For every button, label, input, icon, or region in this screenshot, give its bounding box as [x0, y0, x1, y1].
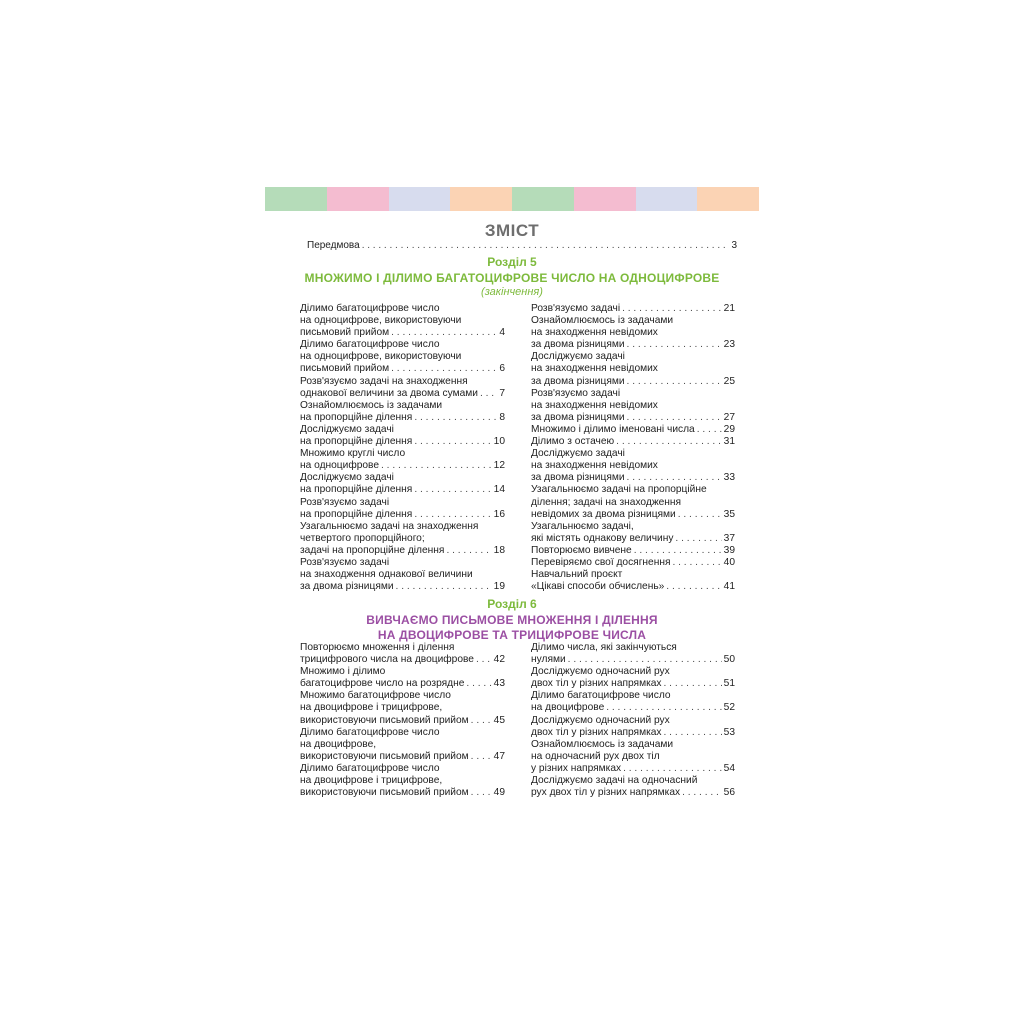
- toc-entry-text: на двоцифрове,: [300, 738, 377, 750]
- dot-leader: [634, 545, 722, 557]
- toc-entry-text: трицифрового числа на двоцифрове: [300, 654, 474, 666]
- toc-entry-text: на знаходження однакової величини: [300, 569, 473, 581]
- toc-entry-text: четвертого пропорційного;: [300, 532, 425, 544]
- section6-left-column: [300, 642, 505, 799]
- section5-heading: МНОЖИМО І ДІЛИМО БАГАТОЦИФРОВЕ ЧИСЛО НА ОДНОЦИФРОВЕ: [304, 271, 720, 285]
- toc-entry-text: багатоцифрове число на розрядне: [300, 678, 465, 690]
- toc-entry-page: 31: [723, 436, 735, 448]
- color-stripe-block: [327, 187, 389, 211]
- toc-entry-text: які містять однакову величину: [531, 532, 674, 544]
- toc-entry-page: 39: [723, 544, 735, 556]
- dot-leader: [391, 363, 497, 375]
- toc-entry-text: Ділимо багатоцифрове число: [300, 726, 440, 738]
- dot-leader: [666, 581, 721, 593]
- toc-entry-text: Узагальнюємо задачі,: [531, 520, 634, 532]
- section5-header: [265, 255, 759, 298]
- toc-entry-text: на одночасний рух двох тіл: [531, 750, 660, 762]
- toc-entry-text: використовуючи письмовий прийом: [300, 750, 469, 762]
- toc-entry-text: на одноцифрове, використовуючи: [300, 351, 462, 363]
- toc-entry-text: використовуючи письмовий прийом: [300, 714, 469, 726]
- toc-entry-text: Ділимо багатоцифрове число: [300, 339, 440, 351]
- toc-entry-page: 25: [723, 375, 735, 387]
- toc-entry-text: «Цікаві способи обчислень»: [531, 581, 665, 593]
- toc-entry-text: Множимо і ділимо іменовані числа: [531, 423, 695, 435]
- dot-leader: [466, 678, 491, 690]
- dot-leader: [381, 460, 492, 472]
- toc-entry-text: рух двох тіл у різних напрямках: [531, 787, 681, 799]
- toc-entry-text: на пропорційне ділення: [300, 411, 413, 423]
- dot-leader: [627, 472, 722, 484]
- toc-entry-text: на одноцифрове, використовуючи: [300, 315, 462, 327]
- section5-subtitle: (закінчення): [481, 286, 543, 298]
- toc-entry-text: на пропорційне ділення: [300, 436, 413, 448]
- toc-entry-text: Ознайомлюємось із задачами: [300, 399, 443, 411]
- toc-entry-page: 4: [499, 327, 505, 339]
- toc-entry-page: 16: [493, 508, 505, 520]
- toc-entry-text: задачі на пропорційне ділення: [300, 544, 445, 556]
- toc-entry-text: Розв'язуємо задачі на знаходження: [300, 375, 468, 387]
- toc-entry-text: Ділимо багатоцифрове число: [300, 303, 440, 314]
- dot-leader: [675, 533, 721, 545]
- toc-entry[interactable]: [300, 727, 505, 763]
- dot-leader: [476, 654, 492, 666]
- toc-entry[interactable]: [531, 448, 735, 484]
- toc-entry[interactable]: [300, 763, 505, 799]
- toc-entry-text: за двома різницями: [531, 339, 625, 351]
- toc-entry-text: Досліджуємо задачі: [300, 472, 394, 484]
- section5-label: Розділ 5: [487, 255, 537, 269]
- toc-entry-text: Розв'язуємо задачі: [300, 556, 390, 568]
- toc-entry-text: використовуючи письмовий прийом: [300, 787, 469, 799]
- toc-entry[interactable]: [300, 521, 505, 557]
- dot-leader: [391, 327, 497, 339]
- dot-leader: [471, 715, 492, 727]
- toc-entry-page: 23: [723, 339, 735, 351]
- dot-leader: [678, 509, 722, 521]
- toc-entry-text: Ділимо багатоцифрове число: [531, 690, 671, 702]
- toc-entry-text: на двоцифрове і трицифрове,: [300, 702, 443, 714]
- toc-entry-text: Повторюємо множення і ділення: [300, 642, 455, 653]
- color-stripe-block: [636, 187, 698, 211]
- toc-entry-page: 7: [499, 387, 505, 399]
- toc-entry[interactable]: [531, 642, 735, 666]
- dot-leader: [664, 678, 722, 690]
- toc-entry-text: Ділимо з остачею: [531, 436, 615, 448]
- toc-entry-page: 40: [723, 556, 735, 568]
- toc-entry-page: 45: [493, 714, 505, 726]
- toc-entry-text: на пропорційне ділення: [300, 508, 413, 520]
- toc-entry-text: за двома різницями: [531, 411, 625, 423]
- toc-entry[interactable]: [531, 715, 735, 739]
- toc-entry[interactable]: [531, 557, 735, 569]
- toc-entry-text: у різних напрямках: [531, 762, 622, 774]
- section5-left-column: [300, 303, 505, 593]
- toc-entry-text: на знаходження невідомих: [531, 327, 658, 339]
- toc-entry-text: на знаходження невідомих: [531, 363, 658, 375]
- dot-leader: [362, 240, 730, 251]
- toc-entry-text: Досліджуємо одночасний рух: [531, 714, 670, 726]
- toc-entry-text: на знаходження невідомих: [531, 399, 658, 411]
- toc-entry-text: Досліджуємо задачі на одночасний: [531, 775, 698, 787]
- toc-entry-text: Множимо багатоцифрове число: [300, 690, 451, 702]
- toc-entry-page: 14: [493, 484, 505, 496]
- toc-entry-text: Множимо круглі число: [300, 448, 406, 460]
- toc-entry[interactable]: [531, 351, 735, 387]
- toc-entry-page: 43: [493, 678, 505, 690]
- toc-entry-text: Досліджуємо задачі: [531, 448, 625, 460]
- toc-entry[interactable]: [531, 388, 735, 424]
- dot-leader: [396, 581, 492, 593]
- color-stripe-block: [450, 187, 512, 211]
- toc-entry-page: 27: [723, 411, 735, 423]
- color-stripe-block: [574, 187, 636, 211]
- toc-entry-text: двох тіл у різних напрямках: [531, 726, 662, 738]
- color-stripe: [265, 187, 759, 211]
- dot-leader: [568, 654, 722, 666]
- toc-entry-page: 37: [723, 532, 735, 544]
- toc-entry-text: нулями: [531, 654, 566, 666]
- toc-entry-text: письмовий прийом: [300, 363, 390, 375]
- toc-entry-text: на двоцифрове: [531, 702, 605, 714]
- toc-entry-text: Досліджуємо задачі: [300, 423, 394, 435]
- toc-entry-text: за двома різницями: [300, 581, 394, 593]
- dot-leader: [627, 412, 722, 424]
- toc-entry-text: Розв'язуємо задачі: [531, 303, 621, 314]
- toc-entry[interactable]: [531, 521, 735, 545]
- dot-leader: [480, 388, 497, 400]
- toc-entry-page: 33: [723, 472, 735, 484]
- toc-entry[interactable]: [531, 690, 735, 714]
- toc-entry-text: Повторюємо вивчене: [531, 544, 632, 556]
- toc-entry[interactable]: [300, 303, 505, 339]
- toc-entry[interactable]: [531, 303, 735, 315]
- toc-entry[interactable]: [300, 424, 505, 448]
- toc-entry-text: Ознайомлюємось із задачами: [531, 738, 674, 750]
- toc-entry-text: за двома різницями: [531, 472, 625, 484]
- toc-entry-page: 52: [723, 702, 735, 714]
- toc-entry-page: 21: [723, 303, 735, 314]
- toc-entry-text: на двоцифрове і трицифрове,: [300, 775, 443, 787]
- toc-entry-text: невідомих за двома різницями: [531, 508, 676, 520]
- toc-entry[interactable]: [531, 569, 735, 593]
- dot-leader: [606, 702, 721, 714]
- toc-entry-page: 12: [493, 460, 505, 472]
- toc-entry-page: 54: [723, 762, 735, 774]
- toc-entry-page: 50: [723, 654, 735, 666]
- toc-entry-intro[interactable]: [307, 240, 737, 251]
- toc-entry-page: 56: [723, 787, 735, 799]
- toc-entry-text: Множимо і ділимо: [300, 666, 386, 678]
- toc-entry[interactable]: [300, 400, 505, 424]
- toc-entry-text: Ділимо числа, які закінчуються: [531, 642, 677, 653]
- dot-leader: [697, 424, 722, 436]
- toc-entry-page: 6: [499, 363, 505, 375]
- dot-leader: [471, 751, 492, 763]
- toc-entry-page: 8: [499, 411, 505, 423]
- toc-entry-page: 51: [723, 678, 735, 690]
- section6-heading-line1: ВИВЧАЄМО ПИСЬМОВЕ МНОЖЕННЯ І ДІЛЕННЯ: [366, 613, 658, 627]
- toc-entry-text: ділення; задачі на знаходження: [531, 496, 682, 508]
- toc-entry[interactable]: [531, 484, 735, 520]
- page-title: ЗМІСТ: [484, 221, 540, 240]
- section6-heading-line2: НА ДВОЦИФРОВЕ ТА ТРИЦИФРОВЕ ЧИСЛА: [377, 628, 647, 642]
- toc-entry[interactable]: [300, 690, 505, 726]
- toc-entry-page: 53: [723, 726, 735, 738]
- dot-leader: [664, 727, 722, 739]
- dot-leader: [414, 509, 491, 521]
- toc-entry-page: 49: [493, 787, 505, 799]
- color-stripe-block: [512, 187, 574, 211]
- toc-entry[interactable]: [531, 739, 735, 775]
- dot-leader: [414, 412, 497, 424]
- toc-entry-page: 10: [493, 436, 505, 448]
- toc-entry-text: Навчальний проєкт: [531, 569, 623, 581]
- toc-entry-page: 47: [493, 750, 505, 762]
- toc-entry-page: 18: [493, 544, 505, 556]
- toc-entry[interactable]: [531, 424, 735, 436]
- section6-label: Розділ 6: [487, 597, 537, 611]
- toc-entry-text: Розв'язуємо задачі: [300, 496, 390, 508]
- toc-entry-text: на пропорційне ділення: [300, 484, 413, 496]
- section5-right-column: [531, 303, 735, 593]
- toc-entry-text: Розв'язуємо задачі: [531, 387, 621, 399]
- section6-header: [265, 597, 759, 642]
- toc-entry-text: Досліджуємо задачі: [531, 351, 625, 363]
- color-stripe-block: [697, 187, 759, 211]
- toc-entry[interactable]: [300, 448, 505, 472]
- toc-entry-text: Узагальнюємо задачі на пропорційне: [531, 484, 707, 496]
- toc-entry-page: 3: [731, 240, 737, 251]
- toc-entry-page: 35: [723, 508, 735, 520]
- toc-entry-text: Ділимо багатоцифрове число: [300, 762, 440, 774]
- toc-entry[interactable]: [531, 666, 735, 690]
- toc-entry[interactable]: [531, 545, 735, 557]
- toc-entry-text: письмовий прийом: [300, 327, 390, 339]
- toc-entry[interactable]: [300, 557, 505, 593]
- dot-leader: [414, 484, 491, 496]
- toc-entry-text: Перевіряємо свої досягнення: [531, 556, 671, 568]
- toc-entry[interactable]: [300, 642, 505, 666]
- toc-entry[interactable]: [531, 315, 735, 351]
- toc-entry-text: за двома різницями: [531, 375, 625, 387]
- toc-entry-page: 41: [723, 581, 735, 593]
- toc-entry-text: Досліджуємо одночасний рух: [531, 666, 670, 678]
- section6-right-column: [531, 642, 735, 799]
- dot-leader: [446, 545, 491, 557]
- dot-leader: [627, 376, 722, 388]
- toc-entry-page: 19: [493, 581, 505, 593]
- toc-entry-text: однакової величини за двома сумами: [300, 387, 478, 399]
- toc-entry[interactable]: [300, 339, 505, 375]
- toc-entry-text: Ознайомлюємось із задачами: [531, 315, 674, 327]
- dot-leader: [682, 787, 722, 799]
- dot-leader: [622, 303, 722, 315]
- toc-entry-text: на одноцифрове: [300, 460, 380, 472]
- toc-entry[interactable]: [300, 472, 505, 496]
- toc-entry[interactable]: [531, 436, 735, 448]
- dot-leader: [616, 436, 721, 448]
- toc-entry[interactable]: [300, 497, 505, 521]
- dot-leader: [471, 787, 492, 799]
- color-stripe-block: [265, 187, 327, 211]
- toc-entry[interactable]: [300, 666, 505, 690]
- toc-entry[interactable]: [300, 376, 505, 400]
- toc-entry-text: Передмова: [307, 240, 360, 251]
- dot-leader: [414, 436, 491, 448]
- toc-entry-page: 29: [723, 423, 735, 435]
- toc-entry-text: на знаходження невідомих: [531, 460, 658, 472]
- color-stripe-block: [389, 187, 451, 211]
- dot-leader: [627, 339, 722, 351]
- dot-leader: [623, 763, 722, 775]
- toc-entry-page: 42: [493, 654, 505, 666]
- toc-entry[interactable]: [531, 775, 735, 799]
- toc-entry-text: двох тіл у різних напрямках: [531, 678, 662, 690]
- toc-entry-text: Узагальнюємо задачі на знаходження: [300, 520, 479, 532]
- dot-leader: [672, 557, 721, 569]
